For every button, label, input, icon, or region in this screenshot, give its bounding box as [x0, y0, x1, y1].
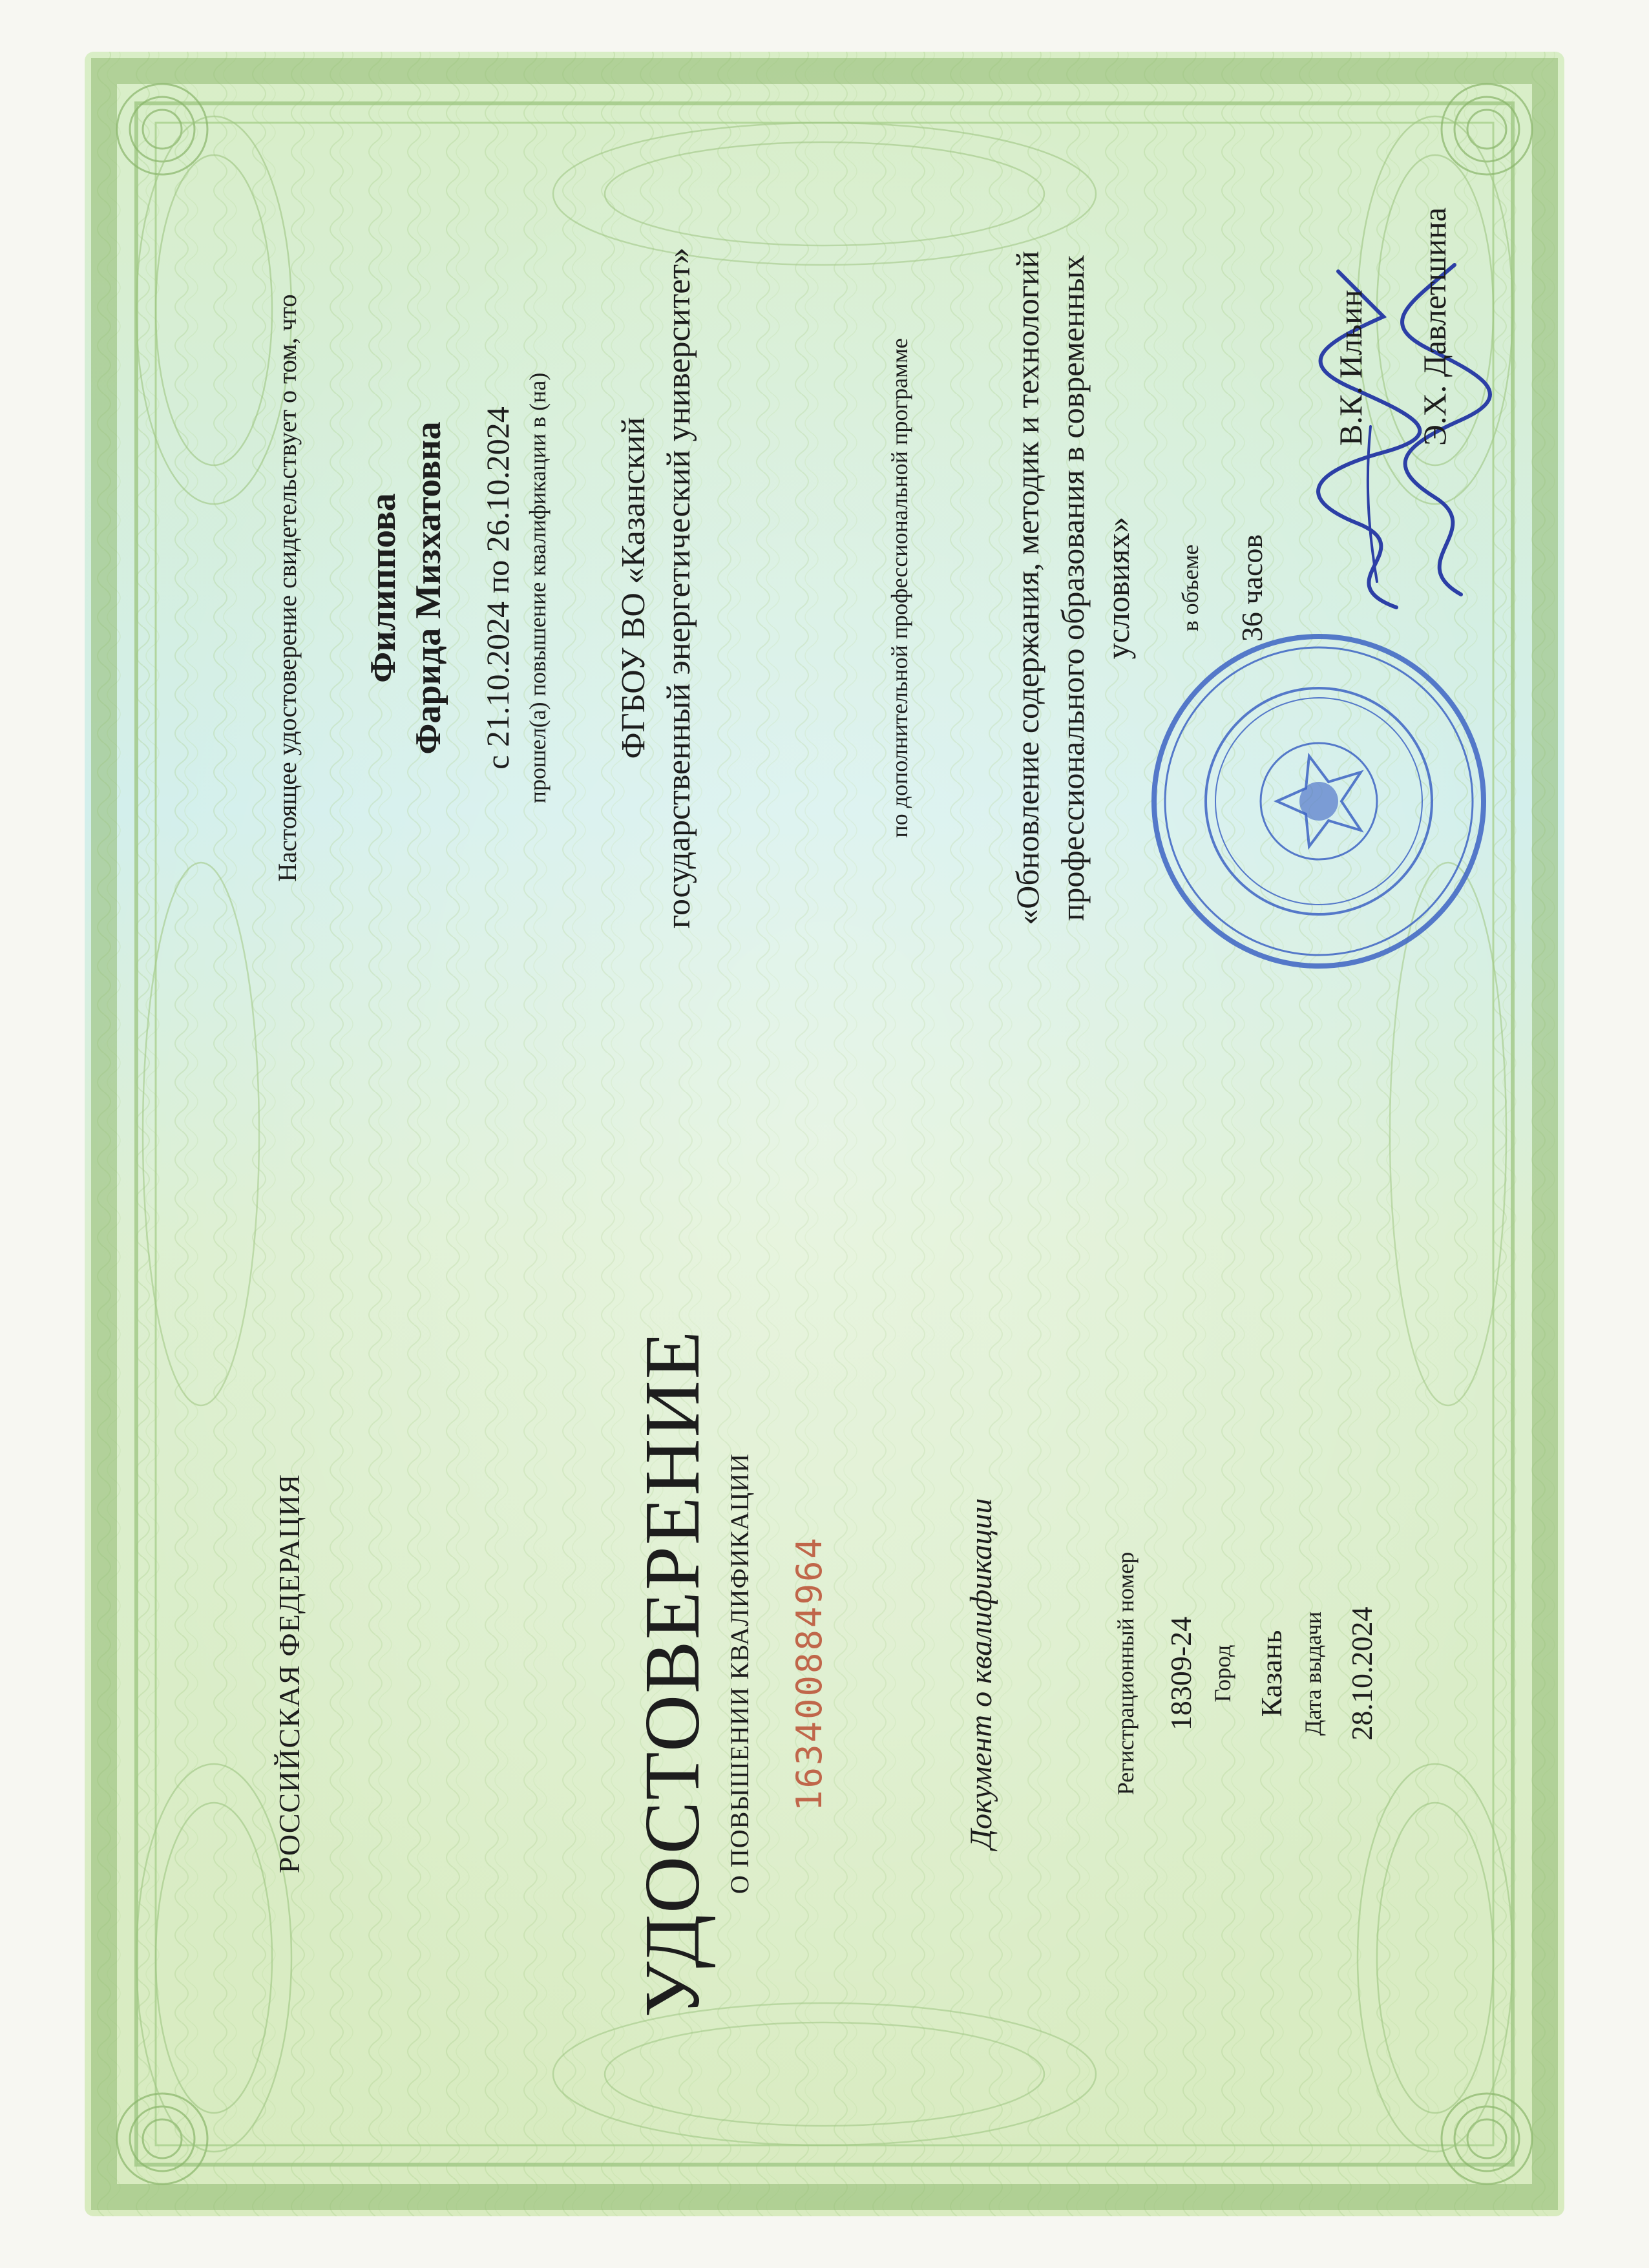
intro-text: Настоящее удостоверение свидетельствует о том, что — [273, 294, 302, 882]
certificate-sheet — [85, 52, 1564, 2216]
program-label: по дополнительной профессиональной программе — [887, 338, 912, 838]
training-period: с 21.10.2024 по 26.10.2024 — [479, 406, 516, 770]
reg-number: 18309-24 — [1164, 1616, 1197, 1731]
recipient-surname: Филиппова — [363, 493, 403, 683]
hours: 36 часов — [1235, 534, 1268, 642]
country-name: РОССИЙСКАЯ ФЕДЕРАЦИЯ — [273, 1473, 306, 1874]
institution-line-1: ФГБОУ ВО «Казанский — [615, 417, 652, 759]
program-line-3: условиях» — [1100, 516, 1136, 660]
signer-1: В.К. Ильин — [1332, 289, 1369, 446]
volume-label: в объеме — [1177, 544, 1203, 632]
document-type: Документ о квалификации — [964, 1498, 998, 1849]
program-line-1: «Обновление содержания, методик и технологий — [1009, 251, 1045, 925]
issue-date: 28.10.2024 — [1345, 1606, 1378, 1741]
program-line-2: профессионального образования в современных — [1055, 255, 1091, 921]
institution-line-2: государственный энергетический университет» — [660, 247, 697, 929]
city: Казань — [1255, 1630, 1288, 1717]
document-subtitle: О ПОВЫШЕНИИ КВАЛИФИКАЦИИ — [725, 1453, 754, 1895]
passed-text: прошел(а) повышение квалификации в (на) — [525, 372, 551, 804]
signer-2: Э.Х. Давлетшина — [1416, 207, 1453, 446]
issue-date-label: Дата выдачи — [1300, 1611, 1326, 1736]
serial-number: 163400884964 — [789, 1535, 830, 1812]
document-title: УДОСТОВЕРЕНИЕ — [629, 1329, 716, 2018]
official-seal-icon — [1144, 627, 1493, 976]
reg-number-label: Регистрационный номер — [1113, 1551, 1139, 1796]
city-label: Город — [1210, 1644, 1235, 1703]
recipient-name: Фарида Мизхатовна — [408, 421, 448, 755]
